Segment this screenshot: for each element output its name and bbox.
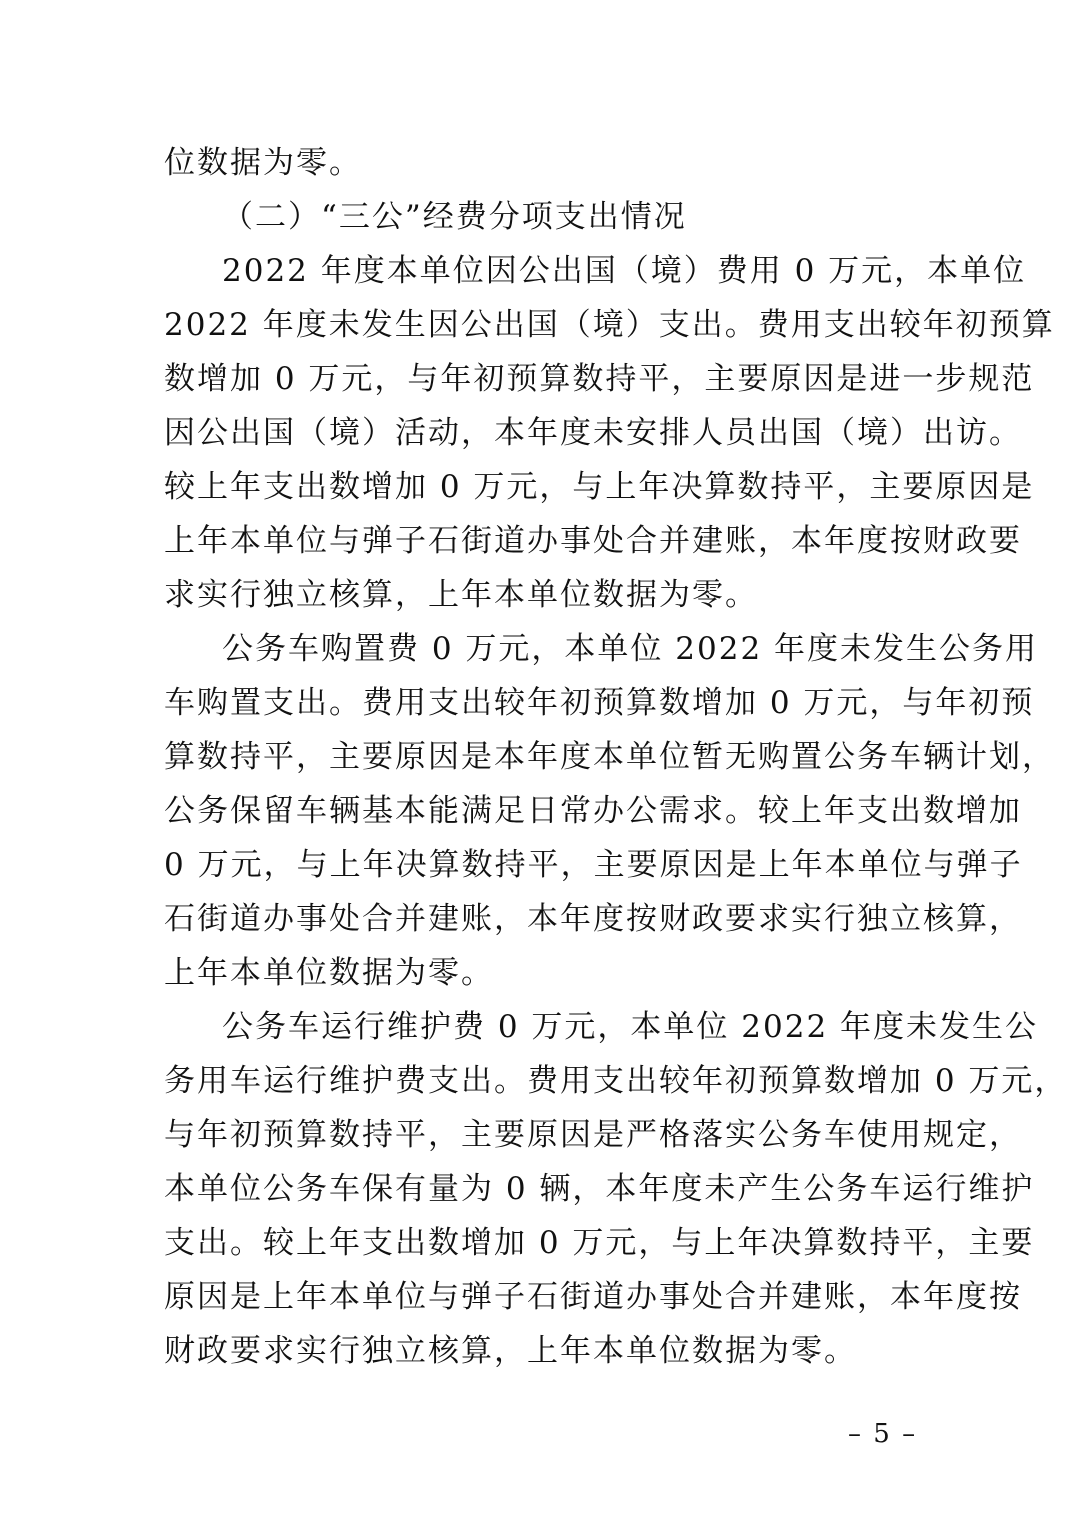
paragraph-line: 车购置支出。费用支出较年初预算数增加 0 万元，与年初预 (164, 685, 1035, 721)
page-number: – 5 – (848, 1419, 918, 1449)
paragraph-line: 2022 年度本单位因公出国（境）费用 0 万元，本单位 (222, 253, 1027, 289)
paragraph-line: 公务车运行维护费 0 万元，本单位 2022 年度未发生公 (222, 1009, 1039, 1045)
paragraph-line: 务用车运行维护费支出。费用支出较年初预算数增加 0 万元， (164, 1063, 1068, 1099)
paragraph-line: 石街道办事处合并建账，本年度按财政要求实行独立核算， (164, 901, 1022, 937)
section-heading: （二）“三公”经费分项支出情况 (222, 199, 687, 235)
paragraph-line: 支出。较上年支出数增加 0 万元，与上年决算数持平，主要 (164, 1225, 1035, 1261)
paragraph-line: 求实行独立核算，上年本单位数据为零。 (164, 577, 758, 613)
paragraph-line: 较上年支出数增加 0 万元，与上年决算数持平，主要原因是 (164, 469, 1035, 505)
paragraph-line: 本单位公务车保有量为 0 辆，本年度未产生公务车运行维护 (164, 1171, 1035, 1207)
paragraph-line: 财政要求实行独立核算，上年本单位数据为零。 (164, 1333, 857, 1369)
paragraph-line: 上年本单位数据为零。 (164, 955, 494, 991)
paragraph-line: 2022 年度未发生因公出国（境）支出。费用支出较年初预算 (164, 307, 1055, 343)
paragraph-line: 上年本单位与弹子石街道办事处合并建账，本年度按财政要 (164, 523, 1022, 559)
paragraph-line: 公务车购置费 0 万元，本单位 2022 年度未发生公务用 (222, 631, 1039, 667)
paragraph-line: 因公出国（境）活动，本年度未安排人员出国（境）出访。 (164, 415, 1022, 451)
paragraph-line: 原因是上年本单位与弹子石街道办事处合并建账，本年度按 (164, 1279, 1022, 1315)
paragraph-line: 与年初预算数持平，主要原因是严格落实公务车使用规定， (164, 1117, 1022, 1153)
paragraph-line: 数增加 0 万元，与年初预算数持平，主要原因是进一步规范 (164, 361, 1035, 397)
paragraph-line: 位数据为零。 (164, 145, 362, 181)
paragraph-line: 0 万元，与上年决算数持平，主要原因是上年本单位与弹子 (164, 847, 1023, 883)
paragraph-line: 公务保留车辆基本能满足日常办公需求。较上年支出数增加 (164, 793, 1022, 829)
paragraph-line: 算数持平，主要原因是本年度本单位暂无购置公务车辆计划， (164, 739, 1055, 775)
